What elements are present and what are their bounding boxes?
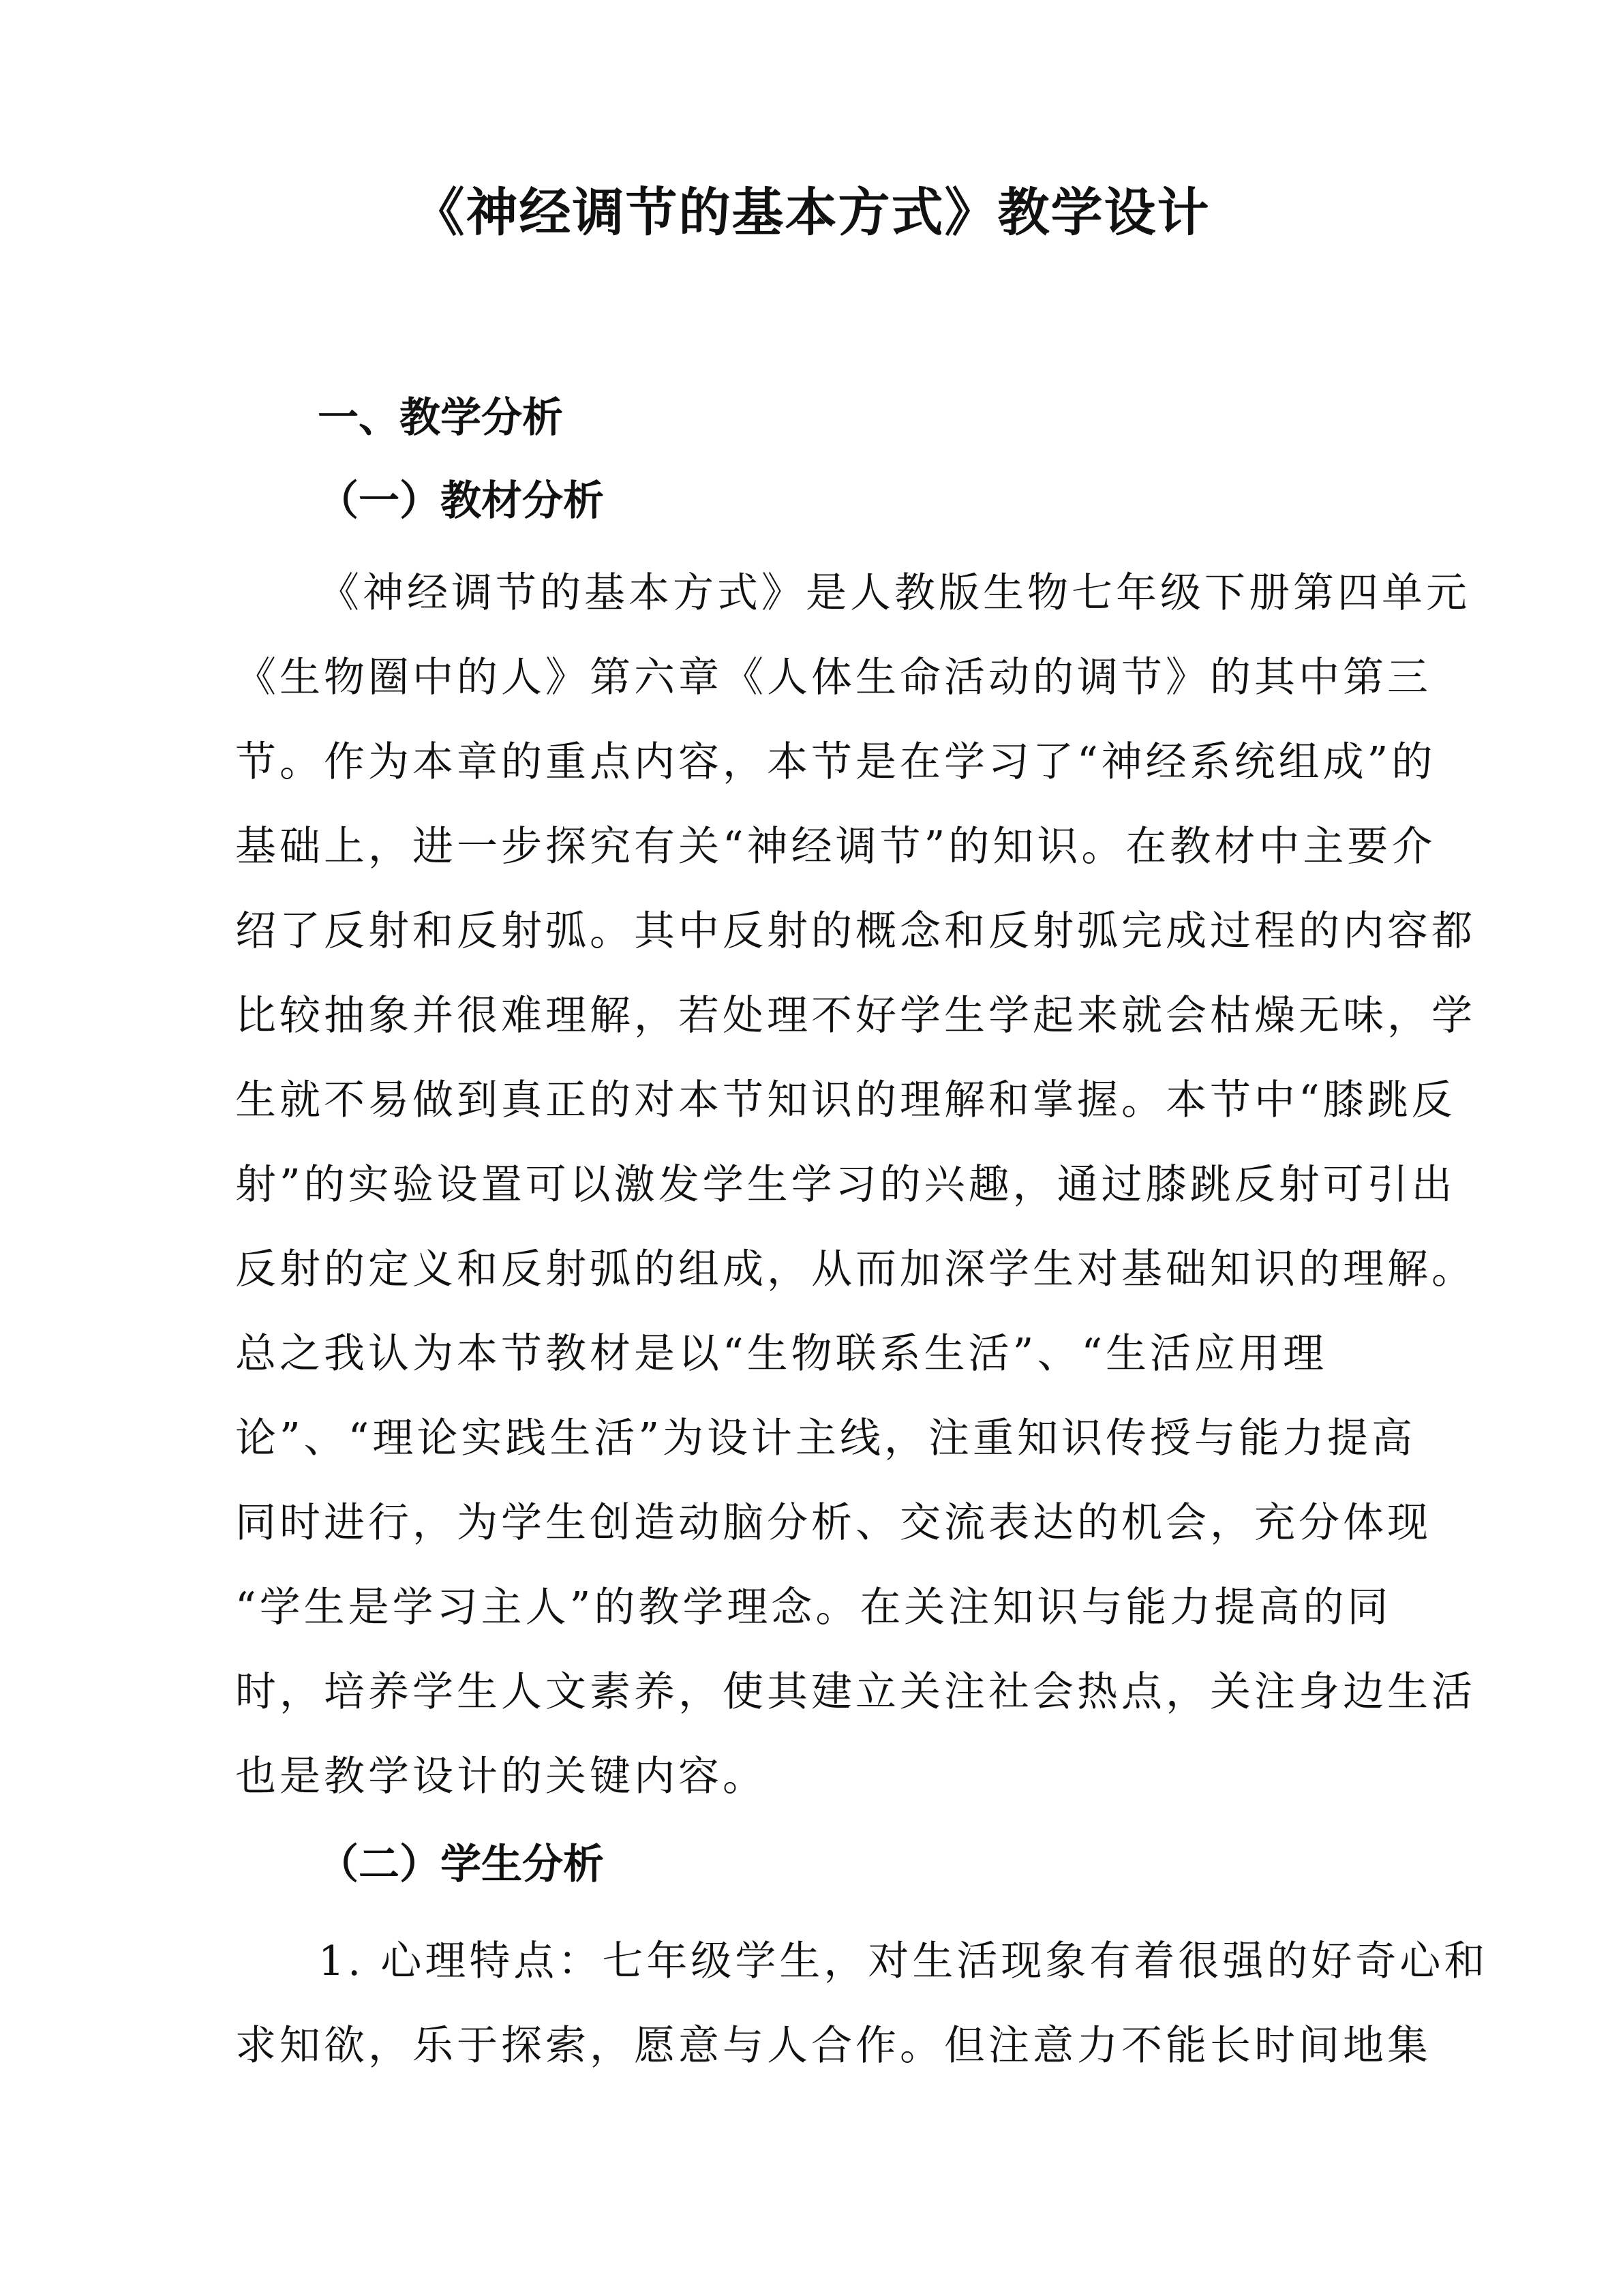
paragraph-line: 射”的实验设置可以激发学生学习的兴趣，通过膝跳反射可引出 xyxy=(235,1161,1456,1209)
paragraph-line: 求知欲，乐于探索，愿意与人合作。但注意力不能长时间地集 xyxy=(235,2022,1431,2070)
paragraph-line: 也是教学设计的关键内容。 xyxy=(235,1753,767,1800)
subsection-heading-student-analysis: （二）学生分析 xyxy=(318,1841,604,1888)
paragraph-line: 同时进行，为学生创造动脑分析、交流表达的机会，充分体现 xyxy=(235,1499,1431,1547)
paragraph-line: 《神经调节的基本方式》是人教版生物七年级下册第四单元 xyxy=(318,569,1470,617)
paragraph-line: 基础上，进一步探究有关“神经调节”的知识。在教材中主要介 xyxy=(235,823,1436,871)
paragraph-line: 生就不易做到真正的对本节知识的理解和掌握。本节中“膝跳反 xyxy=(235,1076,1456,1124)
paragraph-line: 1. 心理特点：七年级学生，对生活现象有着很强的好奇心和 xyxy=(318,1937,1489,1985)
paragraph-line: 反射的定义和反射弧的组成，从而加深学生对基础知识的理解。 xyxy=(235,1245,1476,1293)
paragraph-textbook-analysis xyxy=(235,551,1476,1819)
paragraph-line: 绍了反射和反射弧。其中反射的概念和反射弧完成过程的内容都 xyxy=(235,907,1476,955)
paragraph-line: “学生是学习主人”的教学理念。在关注知识与能力提高的同 xyxy=(235,1584,1392,1631)
paragraph-line: 论”、“理论实践生活”为设计主线，注重知识传授与能力提高 xyxy=(235,1415,1416,1462)
paragraph-line: 总之我认为本节教材是以“生物联系生活”、“生活应用理 xyxy=(235,1330,1328,1378)
paragraph-line: 比较抽象并很难理解，若处理不好学生学起来就会枯燥无味，学 xyxy=(235,992,1476,1040)
paragraph-line: 节。作为本章的重点内容，本节是在学习了“神经系统组成”的 xyxy=(235,738,1436,786)
paragraph-line: 时，培养学生人文素养，使其建立关注社会热点，关注身边生活 xyxy=(235,1668,1476,1716)
section-heading-teaching-analysis: 一、教学分析 xyxy=(318,394,563,442)
subsection-heading-textbook-analysis: （一）教材分析 xyxy=(318,477,604,525)
document-title: 《神经调节的基本方式》教学设计 xyxy=(412,182,1211,243)
paragraph-line: 《生物圈中的人》第六章《人体生命活动的调节》的其中第三 xyxy=(235,654,1431,701)
paragraph-student-analysis xyxy=(235,1919,1489,2088)
